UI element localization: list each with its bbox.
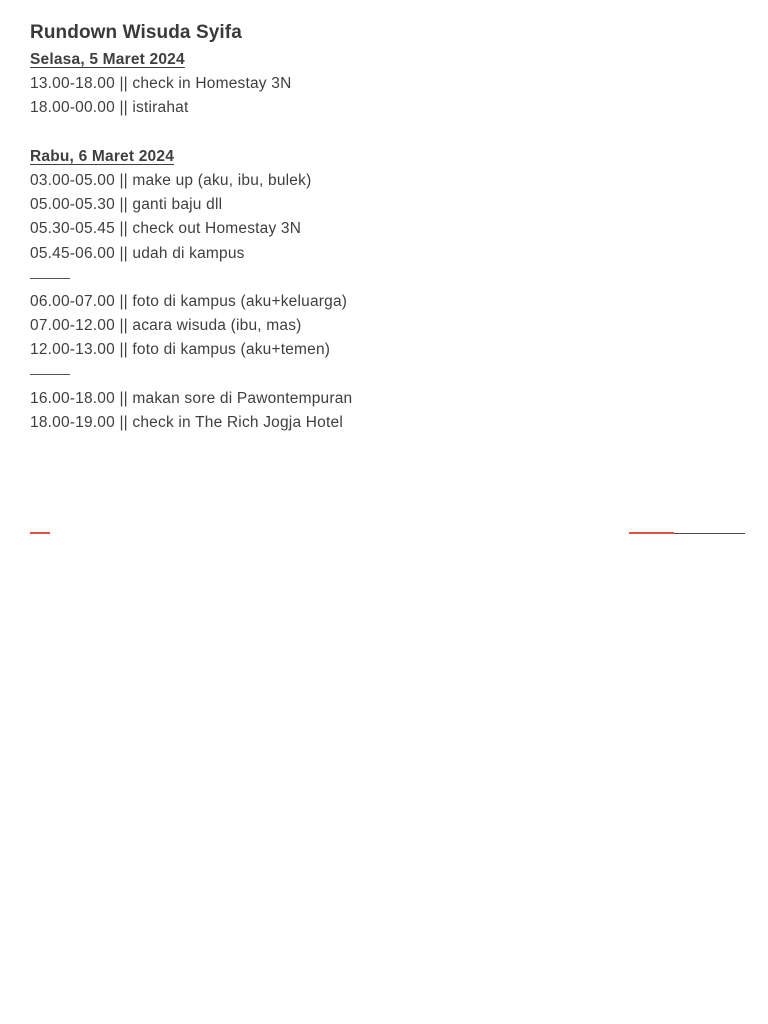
note-body[interactable] — [30, 20, 746, 435]
separator — [30, 362, 746, 386]
schedule-line: 06.00-07.00 || foto di kampus (aku+keluarga) — [30, 292, 348, 310]
blank-line — [30, 121, 746, 145]
schedule-line: 05.00-05.30 || ganti baju dll — [30, 196, 223, 214]
day1-date: Selasa, 5 Maret 2024 — [30, 51, 185, 68]
day2-date: Rabu, 6 Maret 2024 — [30, 147, 175, 165]
schedule-line: 16.00-18.00 || makan sore di Pawontempuran — [30, 389, 353, 407]
schedule-line: 03.00-05.00 || make up (aku, ibu, bulek) — [30, 171, 312, 189]
schedule-line: 07.00-12.00 || acara wisuda (ibu, mas) — [30, 317, 302, 335]
scroll-indicator-left — [30, 532, 50, 534]
schedule-line: 13.00-18.00 || check in Homestay 3N — [30, 75, 292, 93]
schedule-line: 05.45-06.00 || udah di kampus — [30, 244, 245, 262]
schedule-line: 18.00-19.00 || check in The Rich Jogja Hotel — [30, 413, 343, 431]
separator — [30, 266, 746, 290]
schedule-line: 18.00-00.00 || istirahat — [30, 99, 189, 117]
schedule-line: 12.00-13.00 || foto di kampus (aku+temen) — [30, 341, 331, 359]
schedule-line: 05.30-05.45 || check out Homestay 3N — [30, 220, 302, 238]
scroll-indicator-right-accent — [629, 532, 674, 534]
note-title: Rundown Wisuda Syifa — [30, 22, 242, 43]
scroll-indicator-right — [674, 533, 745, 534]
